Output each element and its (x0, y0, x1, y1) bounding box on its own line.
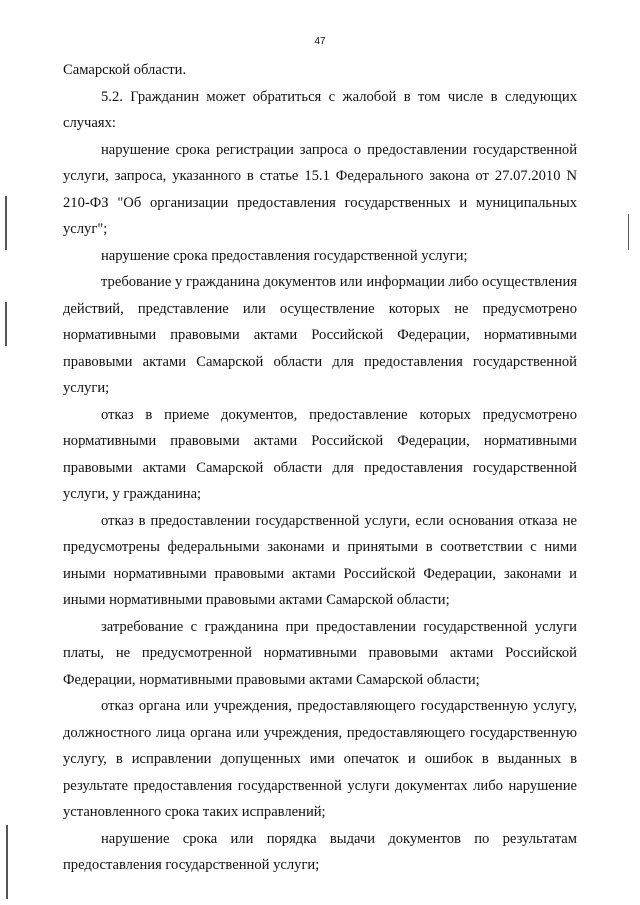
paragraph-refusal-acceptance: отказ в приеме документов, предоставление которых предусмотрено нормативными правовыми актами Российской Федерации, нормативными правовыми актами Самарской области для предоставления государственной услуги, у гражданина; (63, 406, 577, 502)
paragraph-correction-refusal: отказ органа или учреждения, предоставляющего государственную услугу, должностного лица органа или учреждения, предоставляющего государственную услугу, в исправлении допущенных ими опечаток и ошибок в выданных в результате предоставления государственной услуги документах либо нарушение установленного срока таких исправлений; (63, 698, 577, 820)
paragraph-fee-demand: затребование с гражданина при предоставлении государственной услуги платы, не предусмотренной нормативными правовыми актами Российской Федерации, нормативными правовыми актами Самарской области; (63, 618, 577, 688)
paragraph-document-requirement: требование у гражданина документов или информации либо осуществления действий, представление или осуществление которых не предусмотрено нормативными правовыми актами Российской Федерации, нормативными правовыми актами Самарской области для предоставления государственной услуги; (63, 274, 577, 396)
scan-edge-mark (628, 214, 629, 250)
paragraph-service-deadline: нарушение срока предоставления государственной услуги; (101, 247, 468, 264)
paragraph-continuation: Самарской области. (63, 62, 187, 78)
scan-edge-mark (5, 196, 7, 250)
scan-edge-mark (6, 825, 8, 899)
scan-edge-mark (5, 302, 7, 346)
document-body (63, 57, 577, 879)
paragraph-section-5-2: 5.2. Гражданин может обратиться с жалобой в том числе в следующих случаях: (63, 88, 577, 131)
paragraph-registration-deadline: нарушение срока регистрации запроса о предоставлении государственной услуги, запроса, указанного в статье 15.1 Федерального закона от 27.07.2010 N 210-ФЗ "Об организации предоставления государственных и муниципальных услуг"; (63, 141, 577, 237)
paragraph-refusal-service: отказ в предоставлении государственной услуги, если основания отказа не предусмотрены федеральными законами и принятыми в соответствии с ними иными нормативными правовыми актами Российской Федерации, законами и иными нормативными правовыми актами Самарской области; (63, 512, 577, 608)
page-number: 47 (314, 36, 326, 47)
paragraph-issuance-violation: нарушение срока или порядка выдачи документов по результатам предоставления государственной услуги; (63, 830, 577, 873)
